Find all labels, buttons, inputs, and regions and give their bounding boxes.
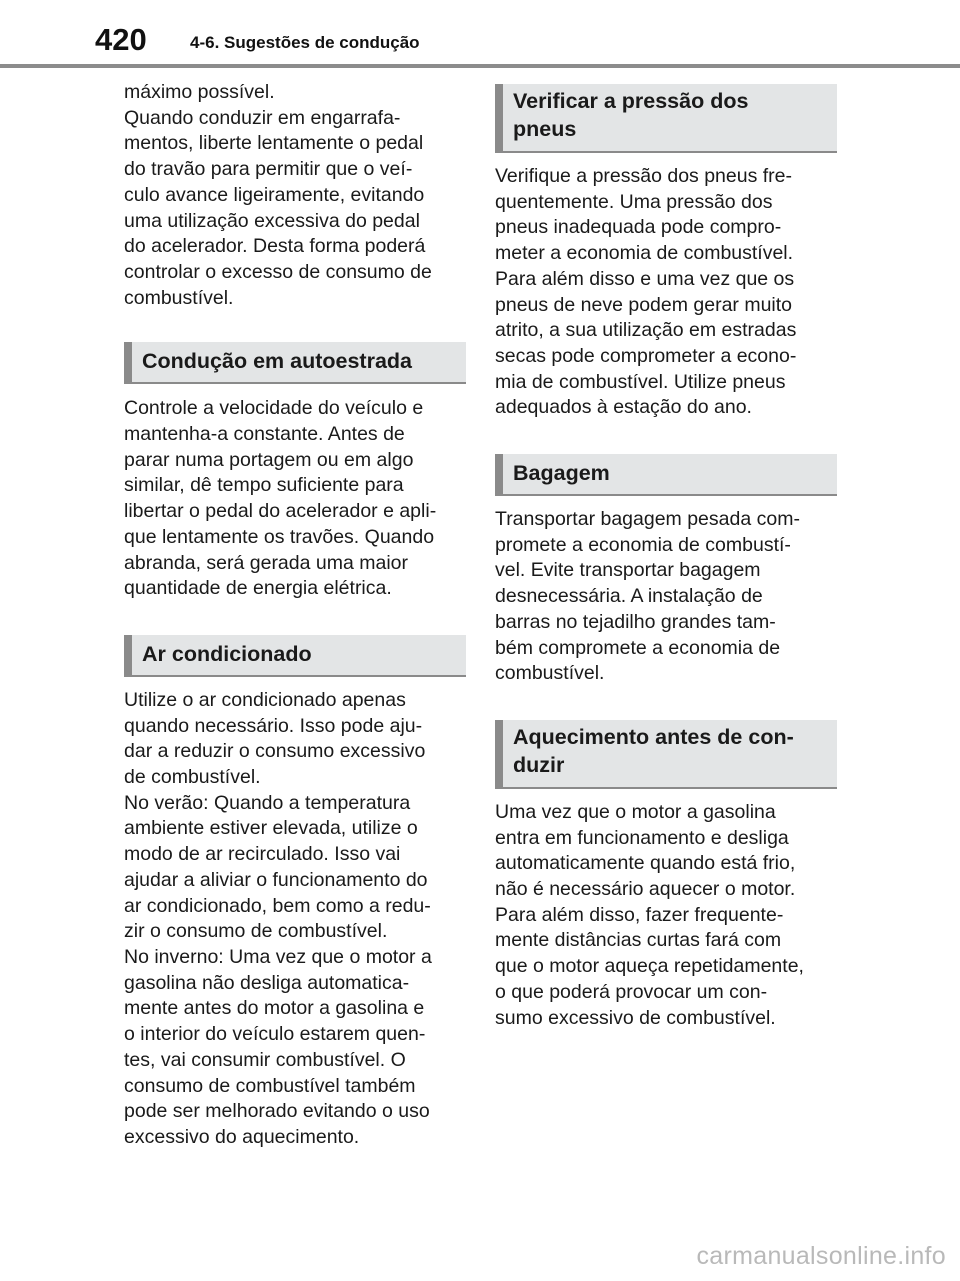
page-header (0, 0, 960, 70)
left-column (124, 80, 466, 1151)
tire-pressure-paragraph: Verifique a pressão dos pneus fre- quentemente. Uma pressão dos pneus inadequada pode compro- meter a economia de combustível. Para além disso e uma vez que os pneus de neve podem gerar muito atrito, a sua utilização em estradas secas pode comprometer a econo- mia de combustível. Utilize pneus adequados à estação do ano. (495, 165, 797, 419)
section-title: 4-6. Sugestões de condução (190, 33, 420, 52)
air-conditioning-paragraph: Utilize o ar condicionado apenas quando necessário. Isso pode aju- dar a reduzir o consumo excessivo de combustível. No verão: Quando a temperatura ambiente estiver elevada, utilize o modo de ar recirculado. Isso vai ajudar a aliviar o funcionamento do ar condicionado, bem como a redu- zir o consumo de combustível. No inverno: Uma vez que o motor a gasolina não desliga automatica- mente antes do motor a gasolina e o interior do veículo estarem quen- tes, vai consumir combustível. O consumo de combustível também pode ser melhorado evitando o uso excessivo do aquecimento. (124, 688, 432, 1148)
heading-tire-pressure: Verificar a pressão dos pneus (495, 84, 837, 153)
page-number: 420 (95, 22, 147, 57)
heading-air-conditioning: Ar condicionado (124, 635, 466, 677)
intro-paragraph: máximo possível. Quando conduzir em engarrafa- mentos, liberte lentamente o pedal do travão para permitir que o veí- culo avance ligeiramente, evitando uma utilização excessiva do pedal do acelerador. Desta forma poderá controlar o excesso de consumo de combustível. (124, 81, 432, 309)
watermark: carmanualsonline.info (696, 1242, 946, 1270)
highway-driving-paragraph: Controle a velocidade do veículo e mantenha-a constante. Antes de parar numa portagem ou em algo similar, dê tempo suficiente para libertar o pedal do acelerador e apli- que lentamente os travões. Quando abranda, será gerada uma maior quantidade de energia elétrica. (124, 397, 437, 600)
luggage-paragraph: Transportar bagagem pesada com- promete a economia de combustí- vel. Evite transportar bagagem desnecessária. A instalação de barras no tejadilho grandes tam- bém compromete a economia de combustível. (495, 508, 800, 685)
heading-highway-driving: Condução em autoestrada (124, 342, 466, 384)
header-divider (0, 64, 960, 68)
heading-luggage: Bagagem (495, 454, 837, 496)
warm-up-paragraph: Uma vez que o motor a gasolina entra em funcionamento e desliga automaticamente quando está frio, não é necessário aquecer o motor. Para além disso, fazer frequente- mente distâncias curtas fará com que o motor aqueça repetidamente, o que poderá provocar um con- sumo excessivo de combustível. (495, 800, 804, 1029)
right-column (495, 80, 837, 1031)
heading-warm-up: Aquecimento antes de con- duzir (495, 720, 837, 789)
